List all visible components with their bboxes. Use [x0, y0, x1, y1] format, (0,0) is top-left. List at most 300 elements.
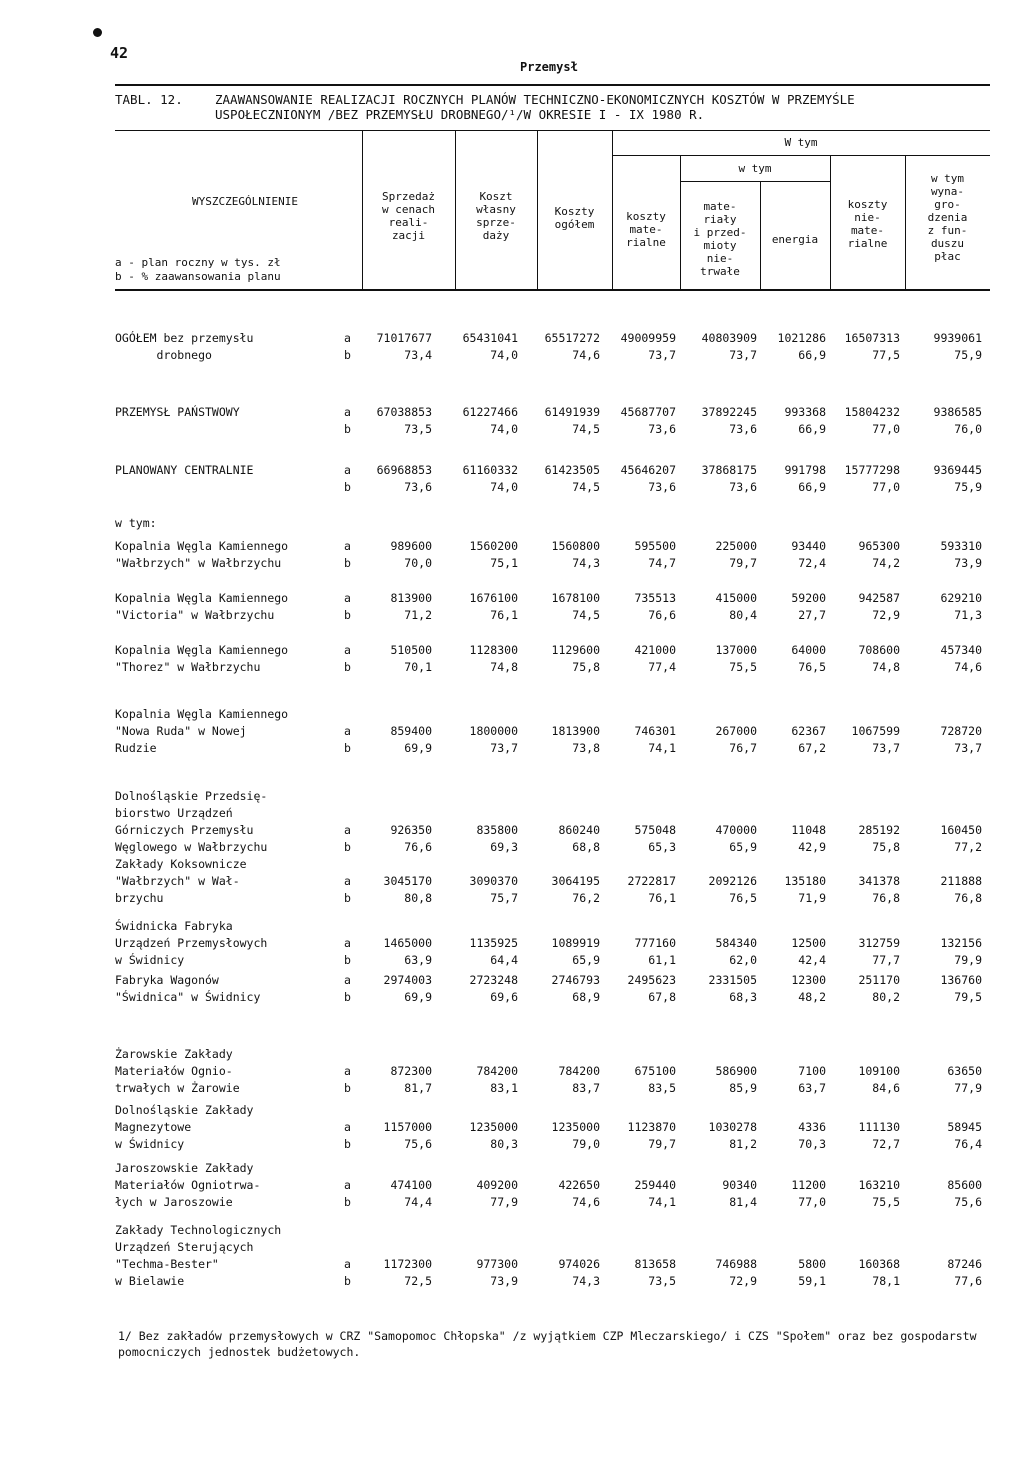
table-cell: 73,7: [872, 741, 900, 755]
table-cell: 1089919: [551, 936, 600, 950]
table-cell: 73,7: [729, 348, 757, 362]
table-cell: 84,6: [872, 1081, 900, 1095]
row-marker-b: b: [344, 891, 351, 905]
table-cell: 73,4: [404, 348, 432, 362]
table-cell: 66968853: [376, 463, 432, 477]
table-cell: 74,7: [648, 556, 676, 570]
table-cell: 45687707: [620, 405, 676, 419]
row-label: Zakłady Technologicznych Urządzeń Sterujących "Techma-Bester" w Bielawie: [115, 1223, 282, 1288]
table-title: [115, 92, 855, 122]
table-cell: 312759: [858, 936, 900, 950]
table-cell: 71,9: [798, 891, 826, 905]
table-cell: 1465000: [383, 936, 432, 950]
table-cell: 80,2: [872, 990, 900, 1004]
row-marker-a: a: [344, 1178, 351, 1192]
table-cell: 71,2: [404, 608, 432, 622]
table-cell: 83,7: [572, 1081, 600, 1095]
table-cell: 965300: [858, 539, 900, 553]
table-cell: 1030278: [708, 1120, 757, 1134]
table-cell: 76,6: [648, 608, 676, 622]
table-cell: 77,6: [954, 1274, 982, 1288]
row-marker-a: a: [344, 1120, 351, 1134]
table-cell: 12300: [791, 973, 826, 987]
table-cell: 67038853: [376, 405, 432, 419]
table-cell: 510500: [390, 643, 432, 657]
table-cell: 74,5: [572, 480, 600, 494]
table-cell: 79,5: [954, 990, 982, 1004]
wtym-rule: [612, 155, 990, 156]
table-cell: 76,8: [872, 891, 900, 905]
table-cell: 991798: [784, 463, 826, 477]
table-cell: 77,4: [648, 660, 676, 674]
table-cell: 1172300: [383, 1257, 432, 1271]
row-marker-a: a: [344, 539, 351, 553]
table-cell: 75,1: [490, 556, 518, 570]
table-cell: 1813900: [551, 724, 600, 738]
table-cell: 83,1: [490, 1081, 518, 1095]
row-label: Fabryka Wagonów "Świdnica" w Świdnicy: [115, 973, 261, 1004]
row-label: Zakłady Koksownicze "Wałbrzych" w Wał- brzychu: [115, 857, 247, 905]
row-label: OGÓŁEM bez przemysłu drobnego: [115, 331, 254, 362]
table-cell: 735513: [634, 591, 676, 605]
table-cell: 11200: [791, 1178, 826, 1192]
table-cell: 77,0: [798, 1195, 826, 1209]
row-label: Żarowskie Zakłady Materiałów Ognio- trwałych w Żarowie: [115, 1047, 240, 1095]
table-cell: 85,9: [729, 1081, 757, 1095]
row-label: PRZEMYSŁ PAŃSTWOWY: [115, 405, 240, 419]
row-marker-a: a: [344, 1064, 351, 1078]
col-wynagrodzenia: w tym wyna- gro- dzenia z fun- duszu płac: [927, 172, 968, 263]
col-koszty-ogolem: Koszty ogółem: [554, 205, 595, 231]
row-marker-a: a: [344, 874, 351, 888]
col-energia: energia: [771, 233, 819, 246]
table-cell: 135180: [784, 874, 826, 888]
table-cell: 69,9: [404, 990, 432, 1004]
row-marker-b: b: [344, 480, 351, 494]
title-line-2: USPOŁECZNIONYM /BEZ PRZEMYSŁU DROBNEGO/¹/W OKRESIE I - IX 1980 R.: [215, 107, 705, 122]
table-cell: 2331505: [708, 973, 757, 987]
row-marker-a: a: [344, 643, 351, 657]
table-cell: 72,9: [872, 608, 900, 622]
row-label: PLANOWANY CENTRALNIE: [115, 463, 254, 477]
table-cell: 72,5: [404, 1274, 432, 1288]
table-cell: 73,6: [729, 422, 757, 436]
table-cell: 37868175: [701, 463, 757, 477]
row-marker-a: a: [344, 405, 351, 419]
wtym-sub-rule: [680, 181, 830, 182]
table-cell: 85600: [947, 1178, 982, 1192]
table-cell: 71,3: [954, 608, 982, 622]
table-cell: 77,5: [872, 348, 900, 362]
row-marker-b: b: [344, 1274, 351, 1288]
legend-a: a - plan roczny w tys. zł: [115, 256, 281, 269]
table-cell: 73,7: [648, 348, 676, 362]
table-cell: 225000: [715, 539, 757, 553]
title-line-1: ZAAWANSOWANIE REALIZACJI ROCZNYCH PLANÓW TECHNICZNO-EKONOMICZNYCH KOSZTÓW W PRZEMYŚLE: [215, 92, 855, 107]
table-cell: 83,5: [648, 1081, 676, 1095]
table-cell: 74,6: [572, 348, 600, 362]
table-cell: 66,9: [798, 422, 826, 436]
col-materialy: mate- riały i przed- mioty nie- trwałe: [693, 200, 747, 278]
table-cell: 73,5: [404, 422, 432, 436]
table-cell: 474100: [390, 1178, 432, 1192]
table-cell: 163210: [858, 1178, 900, 1192]
table-cell: 15777298: [844, 463, 900, 477]
table-cell: 74,8: [872, 660, 900, 674]
table-cell: 58945: [947, 1120, 982, 1134]
table-cell: 16507313: [844, 331, 900, 345]
top-rule: [115, 84, 990, 86]
table-cell: 1678100: [551, 591, 600, 605]
table-cell: 75,5: [872, 1195, 900, 1209]
table-cell: 76,7: [729, 741, 757, 755]
table-cell: 2974003: [383, 973, 432, 987]
page-dot: [93, 28, 102, 37]
table-cell: 63650: [947, 1064, 982, 1078]
row-marker-b: b: [344, 953, 351, 967]
table-cell: 586900: [715, 1064, 757, 1078]
table-cell: 63,7: [798, 1081, 826, 1095]
table-cell: 575048: [634, 823, 676, 837]
table-cell: 66,9: [798, 480, 826, 494]
table-cell: 63,9: [404, 953, 432, 967]
table-cell: 79,0: [572, 1137, 600, 1151]
table-cell: 1021286: [777, 331, 826, 345]
row-marker-a: a: [344, 973, 351, 987]
table-cell: 7100: [798, 1064, 826, 1078]
table-cell: 5800: [798, 1257, 826, 1271]
table-cell: 75,8: [572, 660, 600, 674]
table-cell: 422650: [558, 1178, 600, 1192]
table-cell: 64000: [791, 643, 826, 657]
table-cell: 860240: [558, 823, 600, 837]
table-cell: 81,4: [729, 1195, 757, 1209]
table-cell: 76,8: [954, 891, 982, 905]
table-cell: 859400: [390, 724, 432, 738]
row-marker-a: a: [344, 1257, 351, 1271]
table-cell: 73,6: [404, 480, 432, 494]
table-cell: 40803909: [701, 331, 757, 345]
table-cell: 1128300: [469, 643, 518, 657]
row-marker-b: b: [344, 840, 351, 854]
row-marker-a: a: [344, 463, 351, 477]
table-cell: 59200: [791, 591, 826, 605]
table-cell: 74,3: [572, 556, 600, 570]
table-cell: 728720: [940, 724, 982, 738]
table-cell: 74,6: [954, 660, 982, 674]
table-cell: 784200: [558, 1064, 600, 1078]
running-header: Przemysł: [520, 60, 578, 74]
table-cell: 73,5: [648, 1274, 676, 1288]
table-cell: 73,6: [648, 480, 676, 494]
table-cell: 27,7: [798, 608, 826, 622]
table-cell: 211888: [940, 874, 982, 888]
table-cell: 1235000: [551, 1120, 600, 1134]
table-cell: 62367: [791, 724, 826, 738]
table-cell: 285192: [858, 823, 900, 837]
table-cell: 79,7: [648, 1137, 676, 1151]
table-cell: 267000: [715, 724, 757, 738]
row-marker-a: a: [344, 823, 351, 837]
table-cell: 75,8: [872, 840, 900, 854]
table-cell: 68,3: [729, 990, 757, 1004]
row-marker-a: a: [344, 936, 351, 950]
table-cell: 80,8: [404, 891, 432, 905]
table-cell: 74,8: [490, 660, 518, 674]
col-sprzedaz: Sprzedaż w cenach reali- zacji: [382, 190, 435, 242]
table-cell: 977300: [476, 1257, 518, 1271]
table-cell: 65,9: [572, 953, 600, 967]
table-cell: 76,4: [954, 1137, 982, 1151]
table-cell: 72,7: [872, 1137, 900, 1151]
w-tym-label: w tym:: [115, 516, 157, 530]
table-cell: 74,5: [572, 422, 600, 436]
table-cell: 1560200: [469, 539, 518, 553]
table-cell: 160450: [940, 823, 982, 837]
table-cell: 2723248: [469, 973, 518, 987]
row-label: Świdnicka Fabryka Urządzeń Przemysłowych w Świdnicy: [115, 919, 268, 967]
table-cell: 76,6: [404, 840, 432, 854]
row-marker-b: b: [344, 1195, 351, 1209]
table-cell: 73,7: [490, 741, 518, 755]
table-cell: 72,4: [798, 556, 826, 570]
col-w-tym-sub: w tym: [738, 162, 772, 175]
table-cell: 42,4: [798, 953, 826, 967]
table-cell: 68,8: [572, 840, 600, 854]
table-cell: 409200: [476, 1178, 518, 1192]
table-cell: 69,6: [490, 990, 518, 1004]
table-cell: 75,6: [404, 1137, 432, 1151]
table-cell: 77,0: [872, 422, 900, 436]
row-label: Kopalnia Węgla Kamiennego "Wałbrzych" w Wałbrzychu: [115, 539, 289, 570]
table-cell: 65431041: [462, 331, 518, 345]
table-cell: 1676100: [469, 591, 518, 605]
table-cell: 784200: [476, 1064, 518, 1078]
table-cell: 74,2: [872, 556, 900, 570]
table-cell: 70,0: [404, 556, 432, 570]
table-cell: 746301: [634, 724, 676, 738]
table-cell: 73,8: [572, 741, 600, 755]
row-marker-b: b: [344, 422, 351, 436]
table-cell: 3090370: [469, 874, 518, 888]
row-label: Dolnośląskie Zakłady Magnezytowe w Świdnicy: [115, 1103, 254, 1151]
table-cell: 74,0: [490, 348, 518, 362]
row-label: Kopalnia Węgla Kamiennego "Victoria" w Wałbrzychu: [115, 591, 289, 622]
table-cell: 74,5: [572, 608, 600, 622]
table-cell: 79,9: [954, 953, 982, 967]
table-cell: 65517272: [544, 331, 600, 345]
table-cell: 746988: [715, 1257, 757, 1271]
page-number: 42: [110, 44, 129, 62]
table-cell: 1123870: [627, 1120, 676, 1134]
table-cell: 813900: [390, 591, 432, 605]
table-cell: 45646207: [620, 463, 676, 477]
table-cell: 2746793: [551, 973, 600, 987]
row-marker-b: b: [344, 556, 351, 570]
table-cell: 80,4: [729, 608, 757, 622]
table-cell: 64,4: [490, 953, 518, 967]
table-cell: 15804232: [844, 405, 900, 419]
table-cell: 160368: [858, 1257, 900, 1271]
row-label: Jaroszowskie Zakłady Materiałów Ogniotrwa- łych w Jaroszowie: [115, 1161, 261, 1209]
table-cell: 81,2: [729, 1137, 757, 1151]
table-cell: 66,9: [798, 348, 826, 362]
table-cell: 2495623: [627, 973, 676, 987]
table-cell: 73,6: [648, 422, 676, 436]
table-cell: 77,9: [490, 1195, 518, 1209]
table-cell: 11048: [791, 823, 826, 837]
table-cell: 73,7: [954, 741, 982, 755]
table-cell: 61491939: [544, 405, 600, 419]
table-cell: 37892245: [701, 405, 757, 419]
table-cell: 70,1: [404, 660, 432, 674]
row-marker-b: b: [344, 741, 351, 755]
table-cell: 48,2: [798, 990, 826, 1004]
table-cell: 62,0: [729, 953, 757, 967]
col-koszty-niematerialne: koszty nie- mate- rialne: [847, 198, 888, 250]
table-cell: 74,1: [648, 1195, 676, 1209]
table-cell: 251170: [858, 973, 900, 987]
col-w-tym: W tym: [784, 136, 818, 149]
row-marker-b: b: [344, 348, 351, 362]
table-cell: 2722817: [627, 874, 676, 888]
table-cell: 70,3: [798, 1137, 826, 1151]
table-cell: 993368: [784, 405, 826, 419]
row-marker-b: b: [344, 990, 351, 1004]
table-cell: 457340: [940, 643, 982, 657]
table-cell: 77,9: [954, 1081, 982, 1095]
table-cell: 76,1: [490, 608, 518, 622]
table-cell: 926350: [390, 823, 432, 837]
table-cell: 77,7: [872, 953, 900, 967]
table-cell: 74,3: [572, 1274, 600, 1288]
table-cell: 1129600: [551, 643, 600, 657]
table-cell: 75,6: [954, 1195, 982, 1209]
table-cell: 675100: [634, 1064, 676, 1078]
table-cell: 69,9: [404, 741, 432, 755]
legend-b: b - % zaawansowania planu: [115, 270, 281, 283]
table-cell: 9386585: [933, 405, 982, 419]
table-cell: 12500: [791, 936, 826, 950]
table-cell: 71017677: [376, 331, 432, 345]
header-bottom-rule: [115, 289, 990, 291]
table-cell: 74,0: [490, 480, 518, 494]
table-cell: 69,3: [490, 840, 518, 854]
table-cell: 67,8: [648, 990, 676, 1004]
table-cell: 75,5: [729, 660, 757, 674]
table-cell: 80,3: [490, 1137, 518, 1151]
table-cell: 74,1: [648, 741, 676, 755]
row-marker-b: b: [344, 1081, 351, 1095]
table-cell: 942587: [858, 591, 900, 605]
table-cell: 137000: [715, 643, 757, 657]
row-marker-a: a: [344, 724, 351, 738]
table-cell: 415000: [715, 591, 757, 605]
row-label: Dolnośląskie Przedsię- biorstwo Urządzeń Górniczych Przemysłu Węglowego w Wałbrzychu: [115, 789, 268, 854]
table-cell: 1235000: [469, 1120, 518, 1134]
table-cell: 79,7: [729, 556, 757, 570]
table-cell: 1800000: [469, 724, 518, 738]
table-label: TABL. 12.: [115, 92, 183, 107]
table-cell: 61,1: [648, 953, 676, 967]
table-cell: 4336: [798, 1120, 826, 1134]
stub-title: WYSZCZEGÓLNIENIE: [192, 195, 298, 208]
table-cell: 2092126: [708, 874, 757, 888]
table-cell: 341378: [858, 874, 900, 888]
row-label: Kopalnia Węgla Kamiennego "Thorez" w Wałbrzychu: [115, 643, 289, 674]
header-top-rule: [115, 130, 990, 131]
table-cell: 67,2: [798, 741, 826, 755]
table-cell: 74,0: [490, 422, 518, 436]
table-cell: 1135925: [469, 936, 518, 950]
table-cell: 65,3: [648, 840, 676, 854]
table-cell: 76,5: [798, 660, 826, 674]
table-cell: 76,2: [572, 891, 600, 905]
table-cell: 777160: [634, 936, 676, 950]
table-cell: 3045170: [383, 874, 432, 888]
table-cell: 470000: [715, 823, 757, 837]
table-cell: 76,1: [648, 891, 676, 905]
table-cell: 73,6: [729, 480, 757, 494]
table-cell: 93440: [791, 539, 826, 553]
table-cell: 9939061: [933, 331, 982, 345]
table-cell: 1067599: [851, 724, 900, 738]
table-cell: 77,0: [872, 480, 900, 494]
table-cell: 78,1: [872, 1274, 900, 1288]
table-cell: 87246: [947, 1257, 982, 1271]
table-cell: 68,9: [572, 990, 600, 1004]
table-cell: 1157000: [383, 1120, 432, 1134]
table-cell: 132156: [940, 936, 982, 950]
table-cell: 61160332: [462, 463, 518, 477]
table-cell: 1560800: [551, 539, 600, 553]
table-cell: 74,6: [572, 1195, 600, 1209]
row-marker-a: a: [344, 591, 351, 605]
table-cell: 111130: [858, 1120, 900, 1134]
table-cell: 813658: [634, 1257, 676, 1271]
row-marker-a: a: [344, 331, 351, 345]
table-cell: 73,9: [490, 1274, 518, 1288]
table-cell: 3064195: [551, 874, 600, 888]
table-cell: 74,4: [404, 1195, 432, 1209]
row-marker-b: b: [344, 608, 351, 622]
col-koszty-materialne: koszty mate- rialne: [626, 210, 666, 249]
table-cell: 49009959: [620, 331, 676, 345]
table-cell: 61423505: [544, 463, 600, 477]
table-cell: 136760: [940, 973, 982, 987]
table-cell: 76,5: [729, 891, 757, 905]
table-cell: 42,9: [798, 840, 826, 854]
table-cell: 81,7: [404, 1081, 432, 1095]
table-cell: 75,7: [490, 891, 518, 905]
table-cell: 73,9: [954, 556, 982, 570]
col-koszt-wlasny: Koszt własny sprze- daży: [476, 190, 516, 242]
table-cell: 75,9: [954, 348, 982, 362]
table-cell: 65,9: [729, 840, 757, 854]
table-cell: 835800: [476, 823, 518, 837]
table-cell: 75,9: [954, 480, 982, 494]
table-cell: 593310: [940, 539, 982, 553]
row-marker-b: b: [344, 660, 351, 674]
table-cell: 72,9: [729, 1274, 757, 1288]
table-cell: 9369445: [933, 463, 982, 477]
table-cell: 109100: [858, 1064, 900, 1078]
table-cell: 61227466: [462, 405, 518, 419]
row-label: Kopalnia Węgla Kamiennego "Nowa Ruda" w Nowej Rudzie: [115, 707, 289, 755]
table-cell: 872300: [390, 1064, 432, 1078]
table-cell: 59,1: [798, 1274, 826, 1288]
table-cell: 629210: [940, 591, 982, 605]
